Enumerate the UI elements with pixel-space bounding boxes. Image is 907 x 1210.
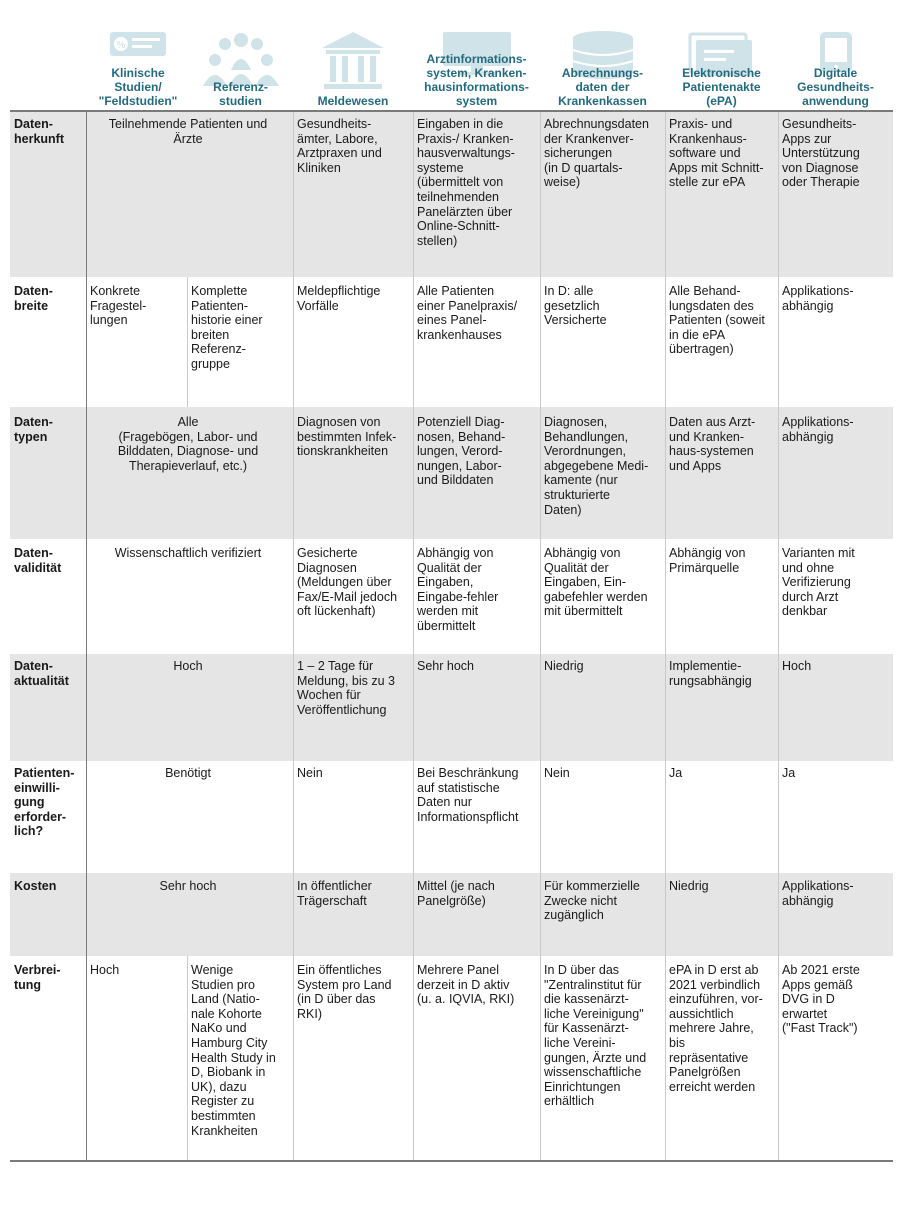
table-cell: Konkrete Fragestel- lungen [90,284,147,328]
table-cell: Hoch [782,659,812,673]
table-cell: 1 – 2 Tage für Meldung, bis zu 3 Wochen für Veröffentlichung [297,659,395,717]
column-header-abrechnungsdaten [540,30,665,110]
column-divider [665,110,666,1161]
table-cell: In D über das "Zentralinstitut für die kassenärzt- liche Vereinigung" für Kassenärzt- liche Vereini- gungen, Ärzte und wissenschaftliche Einrichtungen erhältlich [544,963,647,1109]
column-label: Arztinformations- system, Kranken- hausinformations- system [424,52,529,108]
table-cell: Applikations- abhängig [782,284,854,313]
table-cell: Wissenschaftlich verifiziert [114,546,262,560]
column-label: Klinische Studien/ "Feldstudien" [98,66,178,108]
table-cell: Benötigt [165,766,211,780]
column-divider [187,277,188,407]
table-cell: Potenziell Diag- nosen, Behand- lungen, Verord- nungen, Labor- und Bilddaten [417,415,506,488]
table-cell: In D: alle gesetzlich Versicherte [544,284,607,328]
table-cell: Hoch [173,659,203,673]
table-cell: Abrechnungsdaten der Krankenver- sicherungen (in D quartals- weise) [544,117,649,190]
table-cell: Implementie- rungsabhängig [669,659,752,688]
table-cell: Mehrere Panel derzeit in D aktiv (u. a. IQVIA, RKI) [417,963,515,1007]
table-cell: Alle Behand- lungsdaten des Patienten (soweit in die ePA übertragen) [669,284,765,357]
table-cell: Abhängig von Primärquelle [669,546,746,575]
svg-text:%: % [116,40,126,51]
table-cell: Ja [782,766,796,780]
table-cell: Niedrig [544,659,584,673]
column-divider [86,110,87,1161]
table-cell: Eingaben in die Praxis-/ Kranken- hausverwaltungs- systeme (übermittelt von teilnehmenden Panelärzten über Online-Schnitt- stellen) [417,117,515,248]
column-label: Referenz- studien [213,80,268,108]
column-header-meldewesen [293,30,413,110]
column-label: Abrechnungs- daten der Krankenkassen [558,66,647,108]
column-label: Elektronische Patientenakte (ePA) [682,66,761,108]
table-cell: Nein [297,766,323,780]
column-divider [778,110,779,1161]
table-top-rule [10,110,893,112]
table-cell: Abhängig von Qualität der Eingaben, Eingabe-fehler werden mit übermittelt [417,546,499,633]
table-cell: Hoch [90,963,120,977]
table-cell: Varianten mit und ohne Verifizierung durch Arzt denkbar [782,546,855,619]
table-cell: Alle Patienten einer Panelpraxis/ eines Panel- krankenhauses [417,284,518,342]
table-cell: Diagnosen, Behandlungen, Verordnungen, abgegebene Medi- kamente (nur strukturierte Daten) [544,415,649,517]
column-header-referenzstudien [188,30,293,110]
table-cell: Abhängig von Qualität der Eingaben, Ein- gabefehler werden mit übermittelt [544,546,648,619]
table-bottom-rule [10,1160,893,1162]
column-divider [413,110,414,1161]
table-cell: Niedrig [669,879,709,893]
table-cell: Bei Beschränkung auf statistische Daten nur Informationspflicht [417,766,519,824]
table-cell: Komplette Patienten- historie einer breiten Referenz- gruppe [191,284,263,371]
row-label-datenvaliditaet: Daten- validität [14,546,62,575]
column-header-arztinformationssystem [413,30,540,110]
table-cell: Gesundheits- ämter, Labore, Arztpraxen und Kliniken [297,117,382,175]
people-group-icon [199,30,283,86]
table-cell: Ja [669,766,683,780]
table-cell: Teilnehmende Patienten und Ärzte [108,117,268,146]
column-label: Digitale Gesundheits- anwendung [797,66,874,108]
table-cell: Applikations- abhängig [782,879,854,908]
id-card-icon [108,30,168,60]
row-label-datentypen: Daten- typen [14,415,53,444]
column-header-klinische-studien [88,30,188,110]
row-label-datenbreite: Daten- breite [14,284,53,313]
table-cell: Ab 2021 erste Apps gemäß DVG in D erwartet ("Fast Track") [782,963,860,1036]
table-cell: Ein öffentliches System pro Land (in D über das RKI) [297,963,392,1021]
table-cell: Gesundheits- Apps zur Unterstützung von Diagnose oder Therapie [782,117,860,190]
column-divider [293,110,294,1161]
row-label-kosten: Kosten [14,879,57,893]
table-cell: Meldepflichtige Vorfälle [297,284,381,313]
table-cell: Mittel (je nach Panelgröße) [417,879,495,908]
table-cell: Alle (Fragebögen, Labor- und Bilddaten, Diagnose- und Therapieverlauf, etc.) [117,415,259,473]
table-cell: Wenige Studien pro Land (Natio- nale Kohorte NaKo und Hamburg City Health Study in D, Biobank in UK), dazu Register zu bestimmten Krankheiten [191,963,276,1138]
column-header-digitale-gesundheitsanwendung [778,30,893,110]
column-divider [540,110,541,1161]
row-label-verbreitung: Verbrei- tung [14,963,61,992]
table-cell: In öffentlicher Trägerschaft [297,879,372,908]
table-cell: Praxis- und Krankenhaus- software und Apps mit Schnitt- stelle zur ePA [669,117,764,190]
table-cell: Sehr hoch [417,659,474,673]
row-label-datenherkunft: Daten- herkunft [14,117,64,146]
table-cell: Nein [544,766,570,780]
table-cell: ePA in D erst ab 2021 verbindlich einzuführen, vor- aussichtlich mehrere Jahre, bis repräsentative Panelgrößen erreicht werden [669,963,763,1094]
column-divider [187,956,188,1161]
table-cell: Daten aus Arzt- und Kranken- haus-systemen und Apps [669,415,756,473]
column-label: Meldewesen [317,94,389,108]
table-cell: Applikations- abhängig [782,415,854,444]
table-cell: Diagnosen von bestimmten Infek- tionskrankheiten [297,415,397,459]
row-label-datenaktualitaet: Daten- aktualität [14,659,69,688]
building-columns-icon [320,30,386,90]
table-cell: Gesicherte Diagnosen (Meldungen über Fax/E-Mail jedoch oft lückenhaft) [297,546,398,619]
table-cell: Sehr hoch [159,879,217,893]
column-header-epa [665,30,778,110]
table-cell: Für kommerzielle Zwecke nicht zugänglich [544,879,640,923]
row-label-patienteneinwilligung: Patienten- einwilli- gung erforder- lich? [14,766,75,839]
